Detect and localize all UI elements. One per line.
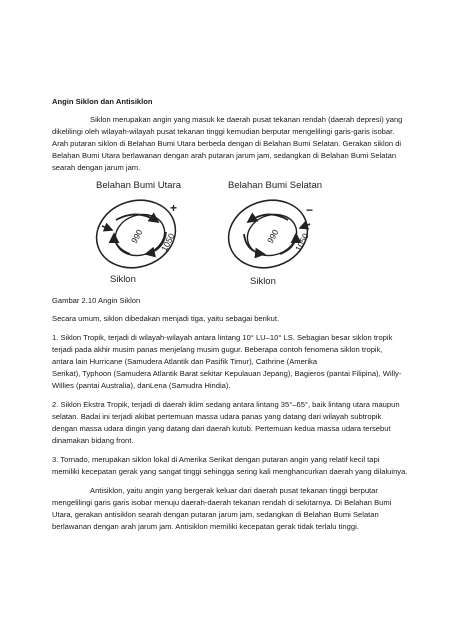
south-wind-arrow [300,224,310,228]
south-isobar-inner-label: 990 [264,227,281,245]
south-cyclone-label: Siklon [250,276,276,287]
list-item-line: memiliki kecepatan gerak yang sangat tinggi sehingga sering kali menghancurkan daerah yang dilaluinya. [52,467,408,476]
cyclone-diagram [88,178,388,290]
paragraph-line: Utara, gerakan antisiklon searah dengan putaran jarum jam, sedangkan di Belahan Bumi Selatan [52,510,379,519]
list-item-line: antara lain Hurricane (Samudera Atlantik dan Pasifik Timur), Cathrine (Amerika [52,357,318,366]
list-item-line: terjadi pada akhir musim panas menjelang musim gugur. Beberapa contoh fenomena siklon tropik, [52,345,383,354]
paragraph-line: dikelilingi oleh wilayah-wilayah pusat tekanan tinggi kemudian berputar mengelilingi garis-garis isobar. [52,127,395,136]
paragraph-line: Belahan Bumi Utara berlawanan dengan arah putaran jarum jam, sedangkan di Belahan Bumi Selatan [52,151,397,160]
section-heading: Angin Siklon dan Antisiklon [52,97,153,106]
south-wind-arrow [280,234,296,254]
list-item-line: 1. Siklon Tropik, terjadi di wilayah-wilayah antara lintang 10° LU–10° LS. Sebagian besar siklon tropik [52,333,393,342]
south-isobar-outer-label: 1050 [292,231,311,253]
north-isobar-inner-label: 990 [128,227,145,245]
paragraph-line: mengelilingi garis garis isobar menuju daerah-daerah tekanan rendah di sekitarnya. Di Belahan Bumi [52,498,392,507]
paragraph-line: Secara umum, siklon dibedakan menjadi tiga, yaitu sebagai berikut. [52,314,280,323]
figure-caption: Gambar 2.10 Angin Siklon [52,296,141,305]
north-cyclone [88,190,184,285]
list-item-line: 2. Siklon Ekstra Tropik, terjadi di daerah iklim sedang antara lintang 35°–65°, baik lintang utara maupun [52,400,400,409]
list-item-line: Willies (pantai Australia), danLena (Samudra Hindia). [52,381,231,390]
north-wind-arrow [102,226,112,230]
list-item-line: Serikat), Typhoon (Samudera Atlantik Barat sekitar Kepulauan Jepang), Bagieros (pantai Filipina), Willy- [52,369,402,378]
south-cyclone [220,190,316,287]
low-pressure-mark: − [306,203,314,217]
paragraph-line: Antisiklon, yaitu angin yang bergerak keluar dari daerah pusat tekanan tinggi berputar [90,486,378,495]
list-item-line: 3. Tornado, merupakan siklon lokal di Amerika Serikat dengan putaran angin yang relatif kecil tapi [52,455,380,464]
north-title: Belahan Bumi Utara [96,180,182,191]
list-item-line: dinamakan bidang front. [52,436,134,445]
north-isobar-outer-label: 1050 [158,231,177,253]
paragraph-line: berlawanan dengan arah jarum jam. Antisiklon memiliki kecepatan gerak tidak terlalu tinggi. [52,522,359,531]
list-item-line: selatan. Badai ini terjadi akibat pertemuan massa udara panas yang datang dari wilayah subtropik [52,412,382,421]
cyclone-figure [88,178,388,290]
paragraph-line: Arah putaran siklon di Belahan Bumi Utara berbeda dengan di Belahan Bumi Selatan. Gerakan siklon di [52,139,402,148]
north-cyclone-label: Siklon [110,274,136,285]
south-title: Belahan Bumi Selatan [228,180,323,191]
paragraph-line: searah dengan jarum jam. [52,163,141,172]
list-item-line: dengan massa udara dingin yang datang dari daerah kutub. Pertemuan kedua massa udara tersebut [52,424,391,433]
high-pressure-mark: + [170,201,178,215]
paragraph-line: Siklon merupakan angin yang masuk ke daerah pusat tekanan rendah (daerah depresi) yang [90,115,403,124]
